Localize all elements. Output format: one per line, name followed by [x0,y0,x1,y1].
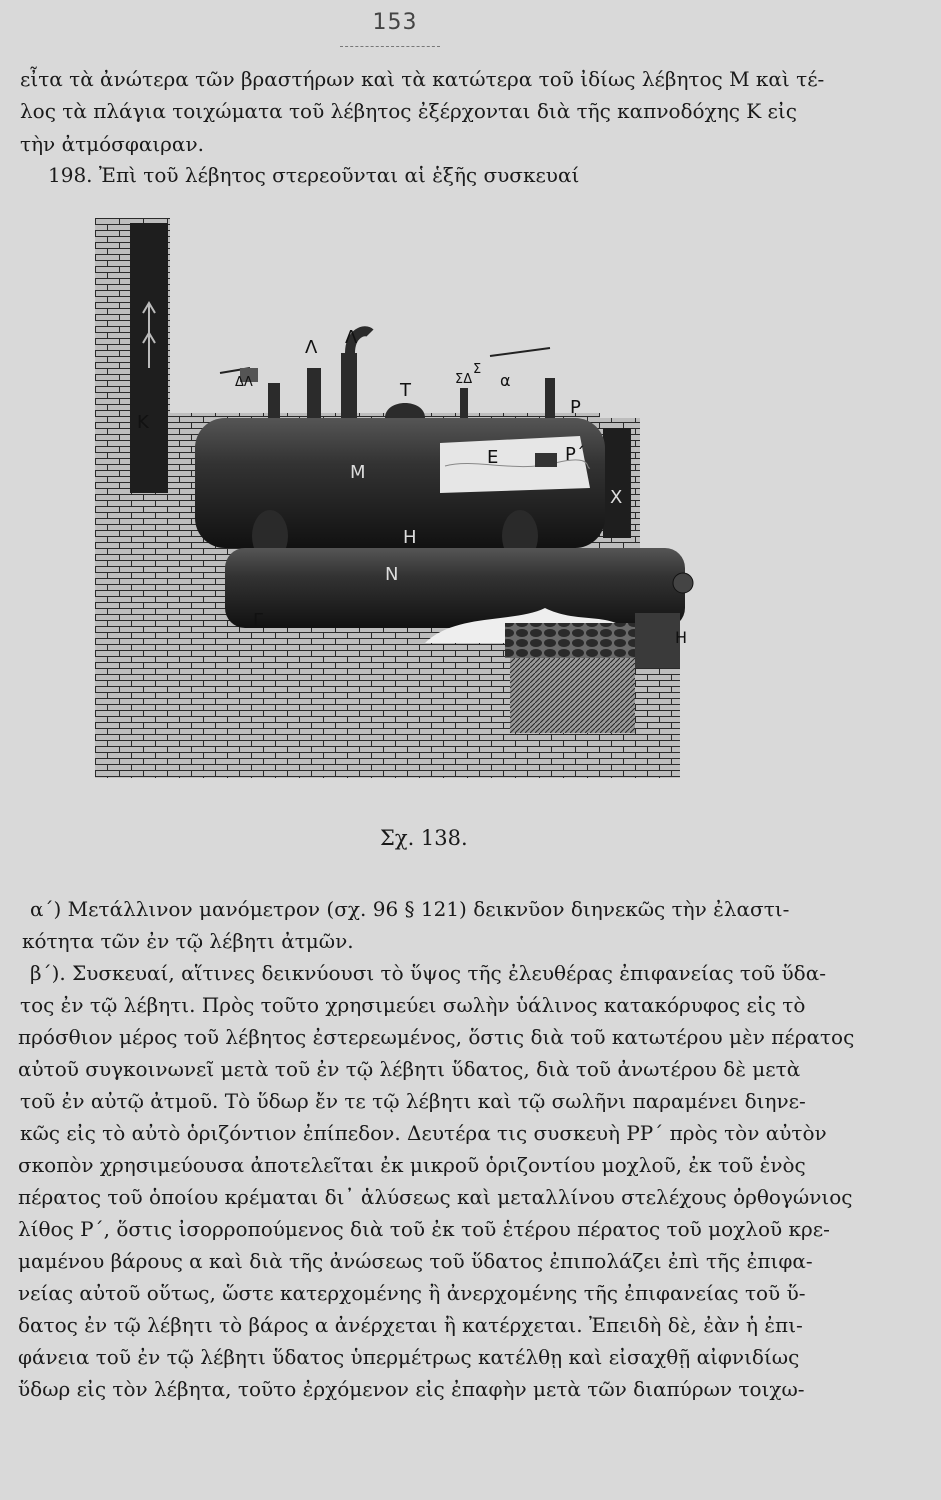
section-heading: 198. Ἐπὶ τοῦ λέβητος στερεοῦνται αἱ ἑξῆς συσκευαί [48,163,580,187]
label-t: Τ [400,380,411,401]
text-line: τοῦ ἐν αὐτῷ ἀτμοῦ. Τὸ ὕδωρ ἔν τε τῷ λέβητι καὶ τῷ σωλῆνι παραμένει διηνε- [20,1089,806,1113]
text-line: κότητα τῶν ἐν τῷ λέβητι ἀτμῶν. [22,929,354,953]
label-p-prime: Ρ΄ [565,444,585,465]
text-line: πρόσθιον μέρος τοῦ λέβητος ἐστερεωμένος, ὅστις διὰ τοῦ κατωτέρου μὲν πέρατος [18,1025,855,1049]
text-line: τὴν ἀτμόσφαιραν. [20,132,204,156]
boiler-illustration [95,218,695,780]
label-x: Χ [610,487,623,508]
label-h-2: Η [675,628,688,647]
label-h-1: Η [403,527,417,548]
boiler-figure [95,218,695,780]
text-line: νείας αὐτοῦ οὕτως, ὥστε κατερχομένης ἢ ἀνερχομένης τῆς ἐπιφανείας τοῦ ὕ- [18,1281,806,1305]
text-line: μαμένου βάρους α καὶ διὰ τῆς ἀνώσεως τοῦ ὕδατος ἐπιπολάζει ἐπὶ τῆς ἐπιφα- [18,1249,813,1273]
text-line: β΄). Συσκευαί, αἵτινες δεικνύουσι τὸ ὕψος τῆς ἐλευθέρας ἐπιφανείας τοῦ ὕδα- [30,961,826,985]
page-number: 153 [372,10,418,35]
text-line: τος ἐν τῷ λέβητι. Πρὸς τοῦτο χρησιμεύει σωλὴν ὑάλινος κατακόρυφος εἰς τὸ [20,993,806,1017]
float-stone [535,453,557,467]
text-line: φάνεια τοῦ ἐν τῷ λέβητι ὕδατος ὑπερμέτρως κατέλθῃ καὶ εἰσαχθῇ αἰφνιδίως [18,1345,800,1369]
label-p: Ρ [570,397,581,418]
text-line: ὕδωρ εἰς τὸν λέβητα, τοῦτο ἐρχόμενον εἰς ἐπαφὴν μετὰ τῶν διαπύρων τοιχω- [18,1377,805,1401]
label-lambda-2: Λ [345,327,358,348]
figure-caption: Σχ. 138. [380,826,468,850]
rear-flue [603,428,631,538]
text-line: λος τὰ πλάγια τοιχώματα τοῦ λέβητος ἐξέρχονται διὰ τῆς καπνοδόχης Κ εἰς [20,99,797,123]
header-rule [340,46,440,47]
text-line: αὐτοῦ συγκοινωνεῖ μετὰ τοῦ ἐν τῷ λέβητι ὕδατος, διὰ τοῦ ἀνωτέρου δὲ μετὰ [18,1057,801,1081]
text-line: α΄) Μετάλλινον μανόμετρον (σχ. 96 § 121) δεικνῦον διηνεκῶς τὴν ἐλαστι- [30,897,790,921]
text-line: σκοπὸν χρησιμεύουσα ἀποτελεῖται ἐκ μικροῦ ὁριζοντίου μοχλοῦ, ἐκ τοῦ ἑνὸς [18,1153,806,1177]
text-line: δατος ἐν τῷ λέβητι τὸ βάρος α ἀνέρχεται ἢ κατέρχεται. Ἐπειδὴ δὲ, ἐὰν ἡ ἐπι- [18,1313,803,1337]
coal-bed [505,623,635,658]
lower-boiler [225,548,685,628]
text-line: λίθος Ρ΄, ὅστις ἰσορροπούμενος διὰ τοῦ ἐκ τοῦ ἑτέρου πέρατος τοῦ μοχλοῦ κρε- [18,1217,830,1241]
ash-pit [510,658,635,733]
text-line: εἶτα τὰ ἀνώτερα τῶν βραστήρων καὶ τὰ κατώτερα τοῦ ἰδίως λέβητος Μ καὶ τέ- [20,67,825,91]
label-sigma: Σ [473,362,482,377]
label-g: Γ [253,610,264,631]
label-e: Ε [487,447,499,468]
furnace-door [635,613,680,668]
label-m: Μ [350,462,366,483]
label-lambda-1: Λ [305,337,318,358]
label-delta-lambda: ΔΛ [235,375,253,390]
label-n: Ν [385,564,399,585]
text-line: κῶς εἰς τὸ αὐτὸ ὁριζόντιον ἐπίπεδον. Δευτέρα τις συσκευὴ ΡΡ΄ πρὸς τὸν αὐτὸν [20,1121,827,1145]
label-a: α [500,371,511,390]
label-k: Κ [137,412,149,433]
text-line: πέρατος τοῦ ὁποίου κρέμαται δι᾽ ἁλύσεως καὶ μεταλλίνου στελέχους ὀρθογώνιος [18,1185,853,1209]
label-sigma-delta: ΣΔ [455,372,473,387]
